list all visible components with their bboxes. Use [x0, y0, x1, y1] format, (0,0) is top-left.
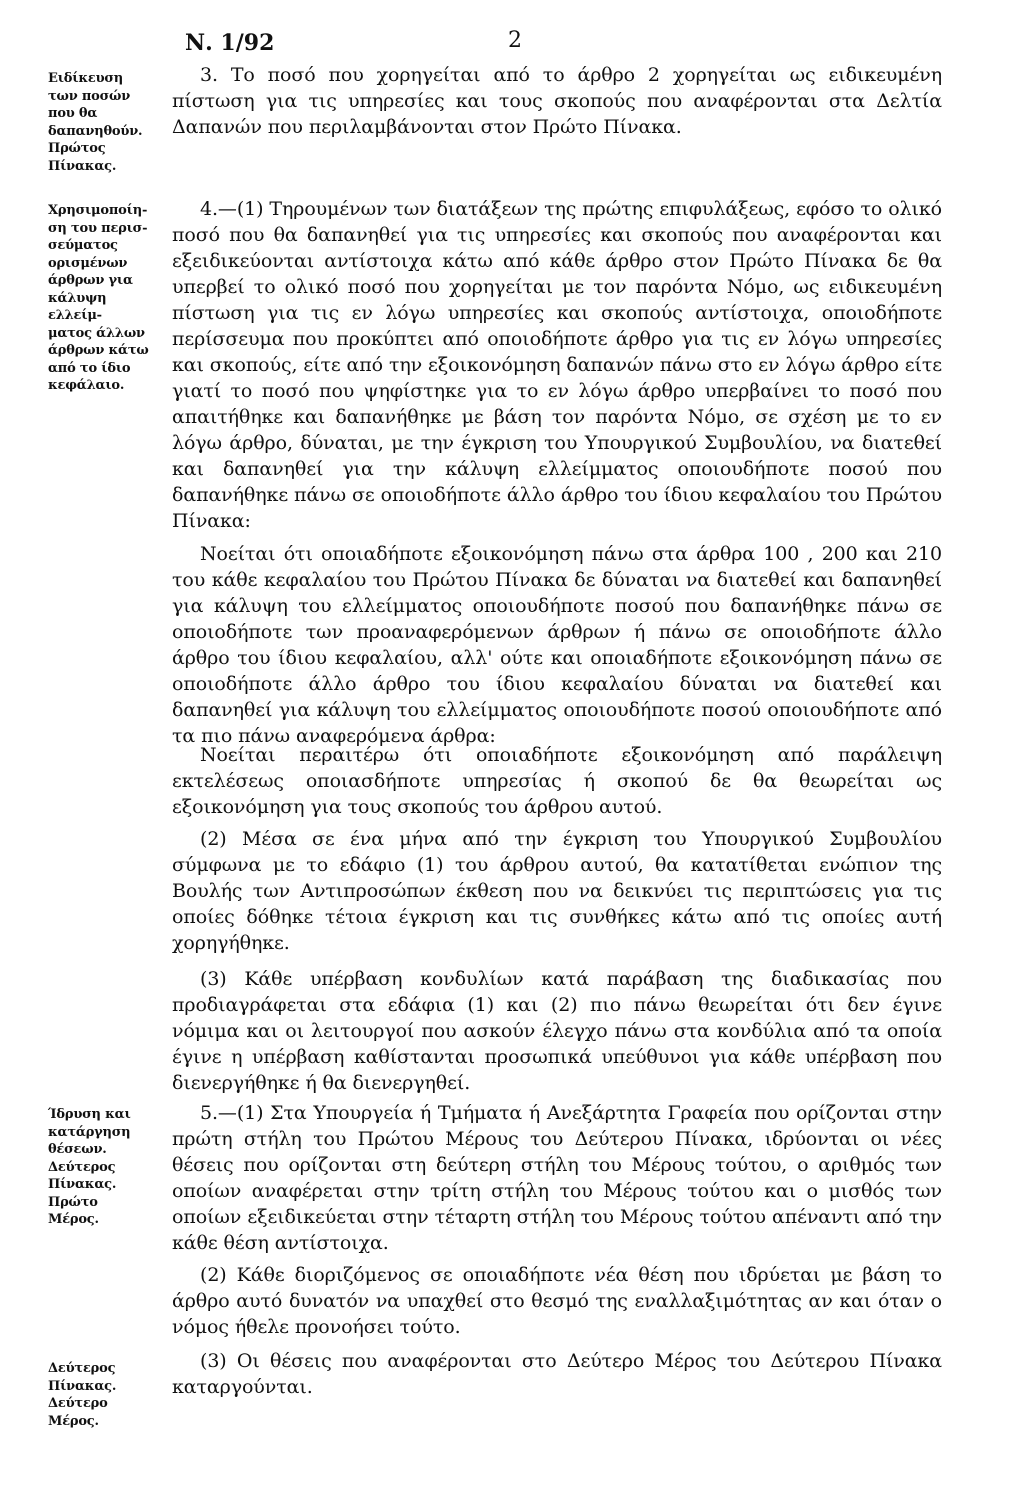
- paragraph-proviso-2: Νοείται περαιτέρω ότι οποιαδήποτε εξοικονόμηση από παράλειψη εκτελέσεως οποιασδήποτε υπηρεσίας ή σκοπού δε θα θεωρείται ως εξοικονόμηση για τους σκοπούς του άρθρου αυτού.: [172, 744, 942, 818]
- law-number: Ν. 1/92: [185, 30, 275, 56]
- paragraph-section-5-3: (3) Οι θέσεις που αναφέρονται στο Δεύτερο Μέρος του Δεύτερου Πίνακα καταργούνται.: [172, 1350, 942, 1398]
- paragraph-section-4-1: 4.—(1) Τηρουμένων των διατάξεων της πρώτης επιφυλάξεως, εφόσο το ολικό ποσό που θα δαπανηθεί για τις υπηρεσίες και σκοπούς που αναφέρονται και εξειδικεύονται αντίστοιχα κάτω από κάθε άρθρο στον Πρώτο Πίνακα δε θα υπερβεί το ολικό ποσό που χορηγείται με τον παρόντα Νόμο, ως ειδικευμένη πίστωση για τις εν λόγω υπηρεσίες και σκοπούς αντίστοιχα, οποιοδήποτε περίσσευμα που προκύπτει από οποιοδήποτε άρθρο για τις εν λόγω υπηρεσίες και σκοπούς, είτε από την εξοικονόμηση δαπανών πάνω στο εν λόγω άρθρο είτε γιατί το ποσό που ψηφίστηκε για το εν λόγω άρθρο υπερβαίνει το ποσό που απαιτήθηκε και δαπανήθηκε με βάση τον παρόντα Νόμο, σε σχέση με το εν λόγω άρθρο, δύναται, με την έγκριση του Υπουργικού Συμβουλίου, να διατεθεί και δαπανηθεί για την κάλυψη ελλείμματος οποιουδήποτε ποσού που δαπανήθηκε πάνω σε οποιοδήποτε άλλο άρθρο του ίδιου κεφαλαίου του Πρώτου Πίνακα:: [172, 198, 942, 532]
- margin-note-posts-creation: Ίδρυση και κατάργηση θέσεων. Δεύτερος Πίνακας. Πρώτο Μέρος.: [48, 1107, 131, 1227]
- paragraph-proviso-1: Νοείται ότι οποιαδήποτε εξοικονόμηση πάνω στα άρθρα 100 , 200 και 210 του κάθε κεφαλαίου του Πρώτου Πίνακα δε δύναται να διατεθεί και δαπανηθεί για κάλυψη του ελλείμματος οποιουδήποτε ποσού που δαπανήθηκε πάνω σε οποιοδήποτε των προαναφερόμενων άρθρων ή πάνω σε οποιοδήποτε άλλο άρθρο του ίδιου κεφαλαίου, αλλ' ούτε και οποιαδήποτε εξοικονόμηση πάνω σε οποιοδήποτε άλλο άρθρο του ίδιου κεφαλαίου δύναται να διατεθεί και δαπανηθεί για κάλυψη του ελλείμματος οποιουδήποτε ποσού οποιουδήποτε από τα πιο πάνω αναφερόμενα άρθρα:: [172, 543, 942, 747]
- paragraph-section-5-2: (2) Κάθε διοριζόμενος σε οποιαδήποτε νέα θέση που ιδρύεται με βάση το άρθρο αυτό δυνατόν να υπαχθεί στο θεσμό της εναλλαξιμότητας αν και όταν ο νόμος ήθελε προνοήσει τούτο.: [172, 1264, 942, 1338]
- margin-note-specialisation: Ειδίκευση των ποσών που θα δαπανηθούν. Πρώτος Πίνακας.: [48, 71, 143, 174]
- margin-note-surplus-use: Χρησιμοποίη- ση του περισ- σεύματος ορισμένων άρθρων για κάλυψη ελλείμ- ματος άλλων άρθρων κάτω από το ίδιο κεφάλαιο.: [48, 203, 149, 393]
- paragraph-section-3: 3. Το ποσό που χορηγείται από το άρθρο 2 χορηγείται ως ειδικευμένη πίστωση για τις υπηρεσίες και τους σκοπούς που αναφέρονται στα Δελτία Δαπανών που περιλαμβάνονται στον Πρώτο Πίνακα.: [172, 64, 942, 138]
- paragraph-section-5-1: 5.—(1) Στα Υπουργεία ή Τμήματα ή Ανεξάρτητα Γραφεία που ορίζονται στην πρώτη στήλη του Πρώτου Μέρους του Δεύτερου Πίνακα, ιδρύονται οι νέες θέσεις που ορίζονται στη δεύτερη στήλη του Μέρους τούτου, ο αριθμός των οποίων αναφέρεται στην τρίτη στήλη του Μέρους τούτου και ο μισθός των οποίων εξειδικεύεται στην τέταρτη στήλη του Μέρους τούτου απέναντι από την κάθε θέση αντίστοιχα.: [172, 1102, 942, 1254]
- paragraph-section-4-2: (2) Μέσα σε ένα μήνα από την έγκριση του Υπουργικού Συμβουλίου σύμφωνα με το εδάφιο (1) του άρθρου αυτού, θα κατατίθεται ενώπιον της Βουλής των Αντιπροσώπων έκθεση που να δεικνύει τις περιπτώσεις για τις οποίες δόθηκε τέτοια έγκριση και τις συνθήκες κάτω από τις οποίες αυτή χορηγήθηκε.: [172, 828, 942, 954]
- margin-note-second-table: Δεύτερος Πίνακας. Δεύτερο Μέρος.: [48, 1361, 117, 1429]
- page-number: 2: [508, 28, 522, 53]
- paragraph-section-4-3: (3) Κάθε υπέρβαση κονδυλίων κατά παράβαση της διαδικασίας που προδιαγράφεται στα εδάφια (1) και (2) πιο πάνω θεωρείται ότι δεν έγινε νόμιμα και οι λειτουργοί που ασκούν έλεγχο πάνω στα κονδύλια από τα οποία έγινε η υπέρβαση καθίστανται προσωπικά υπεύθυνοι για κάθε υπέρβαση που διενεργήθηκε ή θα διενεργηθεί.: [172, 968, 942, 1094]
